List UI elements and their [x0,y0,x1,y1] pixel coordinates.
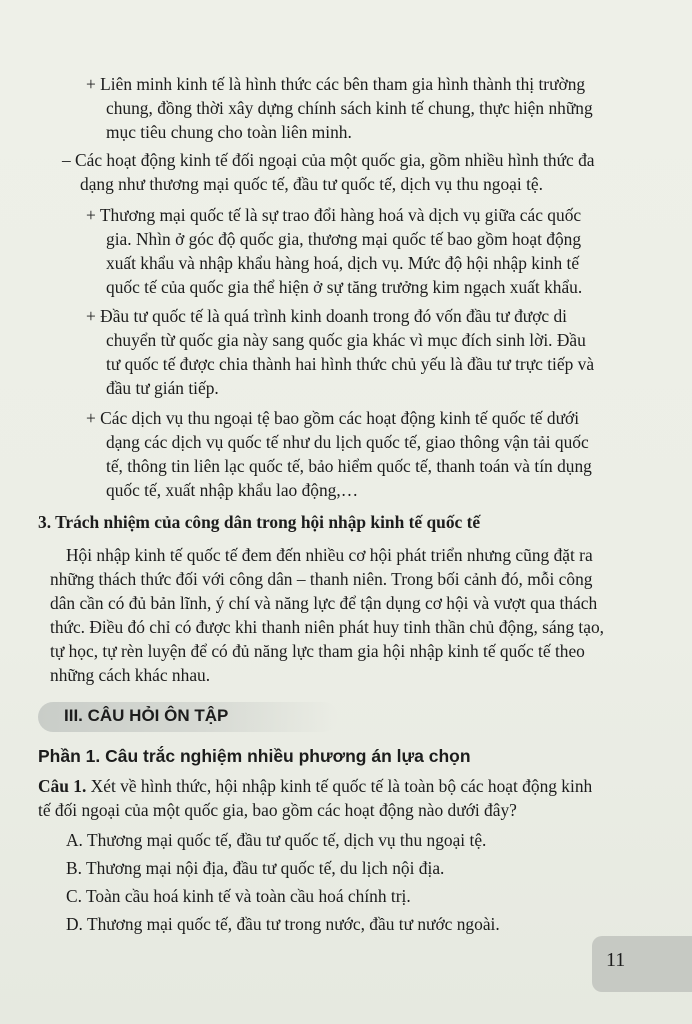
text-line: chuyển từ quốc gia này sang quốc gia khác vì mục đích sinh lời. Đầu [106,330,586,350]
text-line: dạng các dịch vụ quốc tế như du lịch quốc tế, giao thông vận tải quốc [106,432,589,452]
text-line: chung, đồng thời xây dựng chính sách kinh tế chung, thực hiện những [106,98,593,118]
section-heading-3: 3. Trách nhiệm của công dân trong hội nhập kinh tế quốc tế [38,512,481,532]
question-text-line: tế đối ngoại của một quốc gia, bao gồm các hoạt động nào dưới đây? [38,800,517,820]
bullet-international-investment: + Đầu tư quốc tế là quá trình kinh doanh trong đó vốn đầu tư được di [86,306,567,326]
bullet-economic-union: + Liên minh kinh tế là hình thức các bên tham gia hình thành thị trường [86,74,586,94]
text-line: quốc tế, xuất nhập khẩu lao động,… [106,480,359,500]
text-line: tư quốc tế được chia thành hai hình thức chủ yếu là đầu tư trực tiếp và [106,354,595,374]
section-banner [38,702,338,732]
question-1-line [38,774,592,798]
question-label: Câu 1. [38,776,87,796]
page-number: 11 [606,949,626,971]
text-line: quốc tế của quốc gia thể hiện ở sự tăng trưởng kim ngạch xuất khẩu. [106,277,583,297]
text-line: xuất khẩu và nhập khẩu hàng hoá, dịch vụ. Mức độ hội nhập kinh tế [106,253,580,273]
paragraph-line: dân cần có đủ bản lĩnh, ý chí và năng lực để tận dụng cơ hội và vượt qua thách [50,593,598,613]
option-c: C. Toàn cầu hoá kinh tế và toàn cầu hoá chính trị. [66,886,411,906]
text-line: dạng như thương mại quốc tế, đầu tư quốc tế, dịch vụ thu ngoại tệ. [80,174,543,194]
question-text: Xét về hình thức, hội nhập kinh tế quốc tế là toàn bộ các hoạt động kinh [86,776,593,796]
option-d: D. Thương mại quốc tế, đầu tư trong nước, đầu tư nước ngoài. [66,914,500,934]
option-b: B. Thương mại nội địa, đầu tư quốc tế, du lịch nội địa. [66,858,445,878]
text-line: gia. Nhìn ở góc độ quốc gia, thương mại quốc tế bao gồm hoạt động [106,229,582,249]
part-title: Phần 1. Câu trắc nghiệm nhiều phương án lựa chọn [38,746,471,766]
paragraph-line: những cách khác nhau. [50,665,211,685]
paragraph-line: tự học, tự rèn luyện để có đủ năng lực tham gia hội nhập kinh tế quốc tế theo [50,641,585,661]
bullet-foreign-currency-services: + Các dịch vụ thu ngoại tệ bao gồm các hoạt động kinh tế quốc tế dưới [86,408,580,428]
text-line: tế, thông tin liên lạc quốc tế, bảo hiểm quốc tế, thanh toán và tín dụng [106,456,592,476]
text-line: mục tiêu chung cho toàn liên minh. [106,122,352,142]
paragraph-line: Hội nhập kinh tế quốc tế đem đến nhiều cơ hội phát triển nhưng cũng đặt ra [66,545,593,565]
bullet-international-trade: + Thương mại quốc tế là sự trao đổi hàng hoá và dịch vụ giữa các quốc [86,205,582,225]
section-title: III. CÂU HỎI ÔN TẬP [64,706,229,725]
option-a: A. Thương mại quốc tế, đầu tư quốc tế, dịch vụ thu ngoại tệ. [66,830,487,850]
paragraph-line: thức. Điều đó chỉ có được khi thanh niên phát huy tinh thần chủ động, sáng tạo, [50,617,605,637]
dash-item-external-activities: – Các hoạt động kinh tế đối ngoại của một quốc gia, gồm nhiều hình thức đa [62,150,595,170]
text-line: đầu tư gián tiếp. [106,378,219,398]
page-number-tab [592,936,692,992]
paragraph-line: những thách thức đối với công dân – thanh niên. Trong bối cảnh đó, mỗi công [50,569,593,589]
